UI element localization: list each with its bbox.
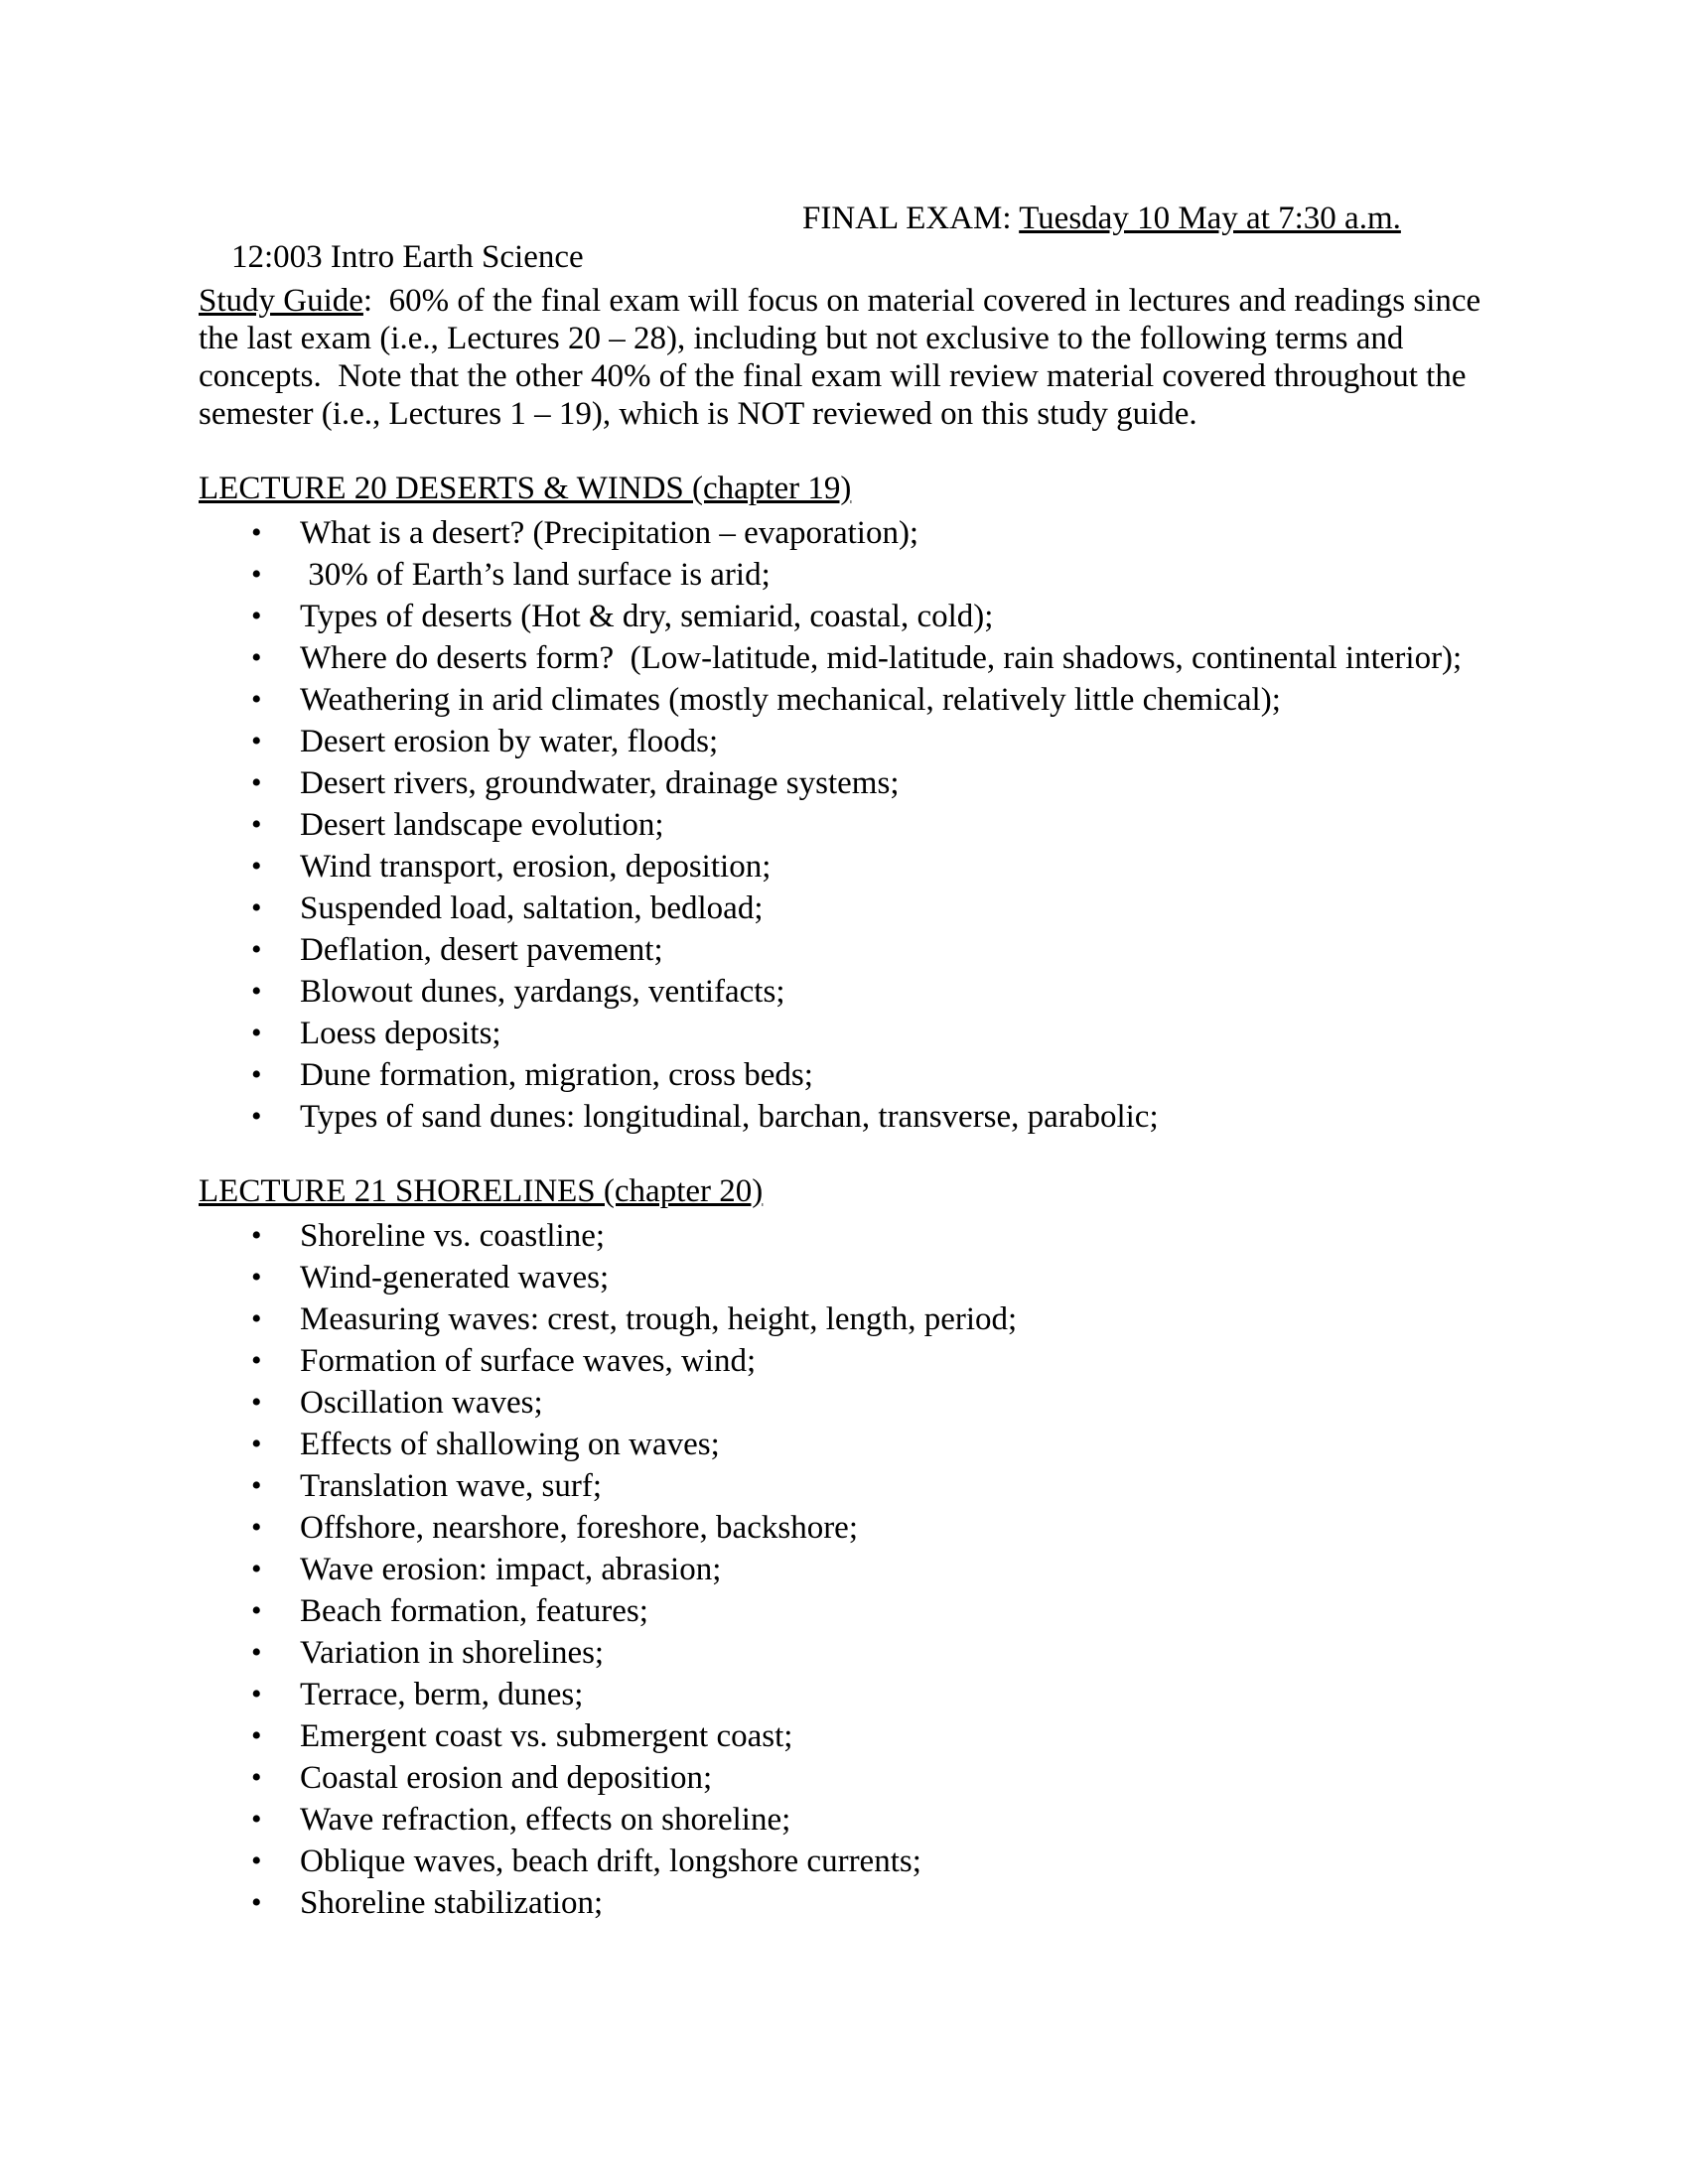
bullet-marker: • xyxy=(251,641,262,674)
bullet-marker: • xyxy=(251,1511,262,1544)
bullet-marker: • xyxy=(251,1886,262,1919)
list-item xyxy=(199,806,1499,844)
section-lecture-20 xyxy=(199,469,1489,1136)
bullet-text: Loess deposits; xyxy=(300,1016,501,1051)
bullet-marker: • xyxy=(251,1678,262,1710)
bullet-text: Variation in shorelines; xyxy=(300,1635,605,1671)
bullet-text: Dune formation, migration, cross beds; xyxy=(300,1057,813,1093)
bullet-text: Weathering in arid climates (mostly mechanical, relatively little chemical); xyxy=(300,682,1281,718)
course-code: 12:003 Intro Earth Science xyxy=(231,239,584,275)
bullet-marker: • xyxy=(251,1594,262,1627)
list-item xyxy=(199,1717,1499,1755)
bullet-text: Blowout dunes, yardangs, ventifacts; xyxy=(300,974,785,1010)
list-item xyxy=(199,1801,1499,1839)
list-item xyxy=(199,1015,1499,1052)
bullet-text: Types of deserts (Hot & dry, semiarid, coastal, cold); xyxy=(300,599,994,634)
list-item xyxy=(199,889,1499,927)
bullet-text: Wave erosion: impact, abrasion; xyxy=(300,1552,722,1587)
exam-date: Tuesday 10 May at 7:30 a.m. xyxy=(1019,201,1401,236)
bullet-marker: • xyxy=(251,808,262,841)
list-item xyxy=(199,681,1499,719)
list-item xyxy=(199,1056,1499,1094)
list-item xyxy=(199,1551,1499,1588)
list-item xyxy=(199,1634,1499,1672)
study-guide-label: Study Guide xyxy=(199,283,363,319)
list-item xyxy=(199,848,1499,886)
list-item xyxy=(199,1509,1499,1547)
list-item xyxy=(199,1259,1499,1297)
list-item xyxy=(199,1592,1499,1630)
section-heading-text: LECTURE 21 SHORELINES (chapter 20) xyxy=(199,1173,764,1209)
bullet-text: Coastal erosion and deposition; xyxy=(300,1760,713,1796)
list-item xyxy=(199,1300,1499,1338)
bullet-marker: • xyxy=(251,1219,262,1252)
bullet-text: Suspended load, saltation, bedload; xyxy=(300,890,764,926)
bullet-marker: • xyxy=(251,1100,262,1133)
list-item xyxy=(199,1384,1499,1422)
bullet-text: Deflation, desert pavement; xyxy=(300,932,663,968)
bullet-text: Measuring waves: crest, trough, height, length, period; xyxy=(300,1301,1018,1337)
bullet-marker: • xyxy=(251,1017,262,1049)
list-item xyxy=(199,514,1499,552)
list-item xyxy=(199,1843,1499,1880)
study-guide-text: : 60% of the final exam will focus on material covered in lectures and readings since the last exam (i.e., Lectures 20 – 28), including but not exclusive to the following terms and concepts. Note that the other 40% of the final exam will review material covered throughout the semester (i.e., Lectures 1 – 19), which is NOT reviewed on this study guide. xyxy=(199,283,1489,432)
list-item xyxy=(199,764,1499,802)
list-item xyxy=(199,1884,1499,1922)
section-heading xyxy=(199,469,1489,509)
bullet-text: Wave refraction, effects on shoreline; xyxy=(300,1802,791,1838)
bullet-text: Desert erosion by water, floods; xyxy=(300,724,719,759)
list-item xyxy=(199,1759,1499,1797)
bullet-list xyxy=(199,1217,1499,1922)
bullet-marker: • xyxy=(251,933,262,966)
list-item xyxy=(199,1098,1499,1136)
bullet-text: Where do deserts form? (Low-latitude, mid-latitude, rain shadows, continental interior); xyxy=(300,640,1463,676)
bullet-text: Translation wave, surf; xyxy=(300,1468,602,1504)
bullet-marker: • xyxy=(251,725,262,757)
bullet-marker: • xyxy=(251,1302,262,1335)
list-item xyxy=(199,598,1499,635)
bullet-marker: • xyxy=(251,1386,262,1419)
list-item xyxy=(199,931,1499,969)
bullet-marker: • xyxy=(251,1636,262,1669)
bullet-marker: • xyxy=(251,1261,262,1294)
bullet-text: Desert rivers, groundwater, drainage systems; xyxy=(300,765,900,801)
bullet-marker: • xyxy=(251,516,262,549)
list-item xyxy=(199,1467,1499,1505)
bullet-text: Effects of shallowing on waves; xyxy=(300,1427,720,1462)
bullet-text: Beach formation, features; xyxy=(300,1593,648,1629)
bullet-marker: • xyxy=(251,1844,262,1877)
bullet-marker: • xyxy=(251,600,262,632)
bullet-marker: • xyxy=(251,975,262,1008)
bullet-marker: • xyxy=(251,1553,262,1585)
bullet-text: Offshore, nearshore, foreshore, backshore; xyxy=(300,1510,858,1546)
list-item xyxy=(199,556,1499,594)
bullet-text: What is a desert? (Precipitation – evaporation); xyxy=(300,515,919,551)
exam-info xyxy=(802,200,1401,238)
bullet-marker: • xyxy=(251,1803,262,1836)
bullet-text: 30% of Earth’s land surface is arid; xyxy=(300,557,771,593)
bullet-marker: • xyxy=(251,1761,262,1794)
bullet-text: Desert landscape evolution; xyxy=(300,807,664,843)
list-item xyxy=(199,1676,1499,1713)
bullet-marker: • xyxy=(251,766,262,799)
bullet-marker: • xyxy=(251,1469,262,1502)
bullet-marker: • xyxy=(251,1428,262,1460)
bullet-text: Oblique waves, beach drift, longshore currents; xyxy=(300,1843,921,1879)
bullet-text: Oscillation waves; xyxy=(300,1385,543,1421)
bullet-text: Terrace, berm, dunes; xyxy=(300,1677,584,1712)
section-heading-text: LECTURE 20 DESERTS & WINDS (chapter 19) xyxy=(199,471,852,506)
bullet-marker: • xyxy=(251,558,262,591)
bullet-text: Types of sand dunes: longitudinal, barchan, transverse, parabolic; xyxy=(300,1099,1159,1135)
bullet-marker: • xyxy=(251,1344,262,1377)
exam-label: FINAL EXAM: xyxy=(802,201,1020,236)
bullet-text: Wind-generated waves; xyxy=(300,1260,610,1296)
section-lecture-21 xyxy=(199,1171,1489,1922)
bullet-marker: • xyxy=(251,683,262,716)
list-item xyxy=(199,639,1499,677)
bullet-marker: • xyxy=(251,850,262,883)
bullet-marker: • xyxy=(251,1719,262,1752)
list-item xyxy=(199,723,1499,760)
bullet-text: Shoreline vs. coastline; xyxy=(300,1218,606,1254)
bullet-marker: • xyxy=(251,1058,262,1091)
document-header xyxy=(199,200,1489,275)
list-item xyxy=(199,1342,1499,1380)
bullet-text: Wind transport, erosion, deposition; xyxy=(300,849,772,885)
list-item xyxy=(199,973,1499,1011)
bullet-text: Formation of surface waves, wind; xyxy=(300,1343,757,1379)
bullet-text: Emergent coast vs. submergent coast; xyxy=(300,1718,793,1754)
study-guide-paragraph xyxy=(199,282,1499,433)
bullet-list xyxy=(199,514,1499,1136)
list-item xyxy=(199,1426,1499,1463)
list-item xyxy=(199,1217,1499,1255)
bullet-marker: • xyxy=(251,891,262,924)
section-heading xyxy=(199,1171,1489,1212)
bullet-text: Shoreline stabilization; xyxy=(300,1885,604,1921)
